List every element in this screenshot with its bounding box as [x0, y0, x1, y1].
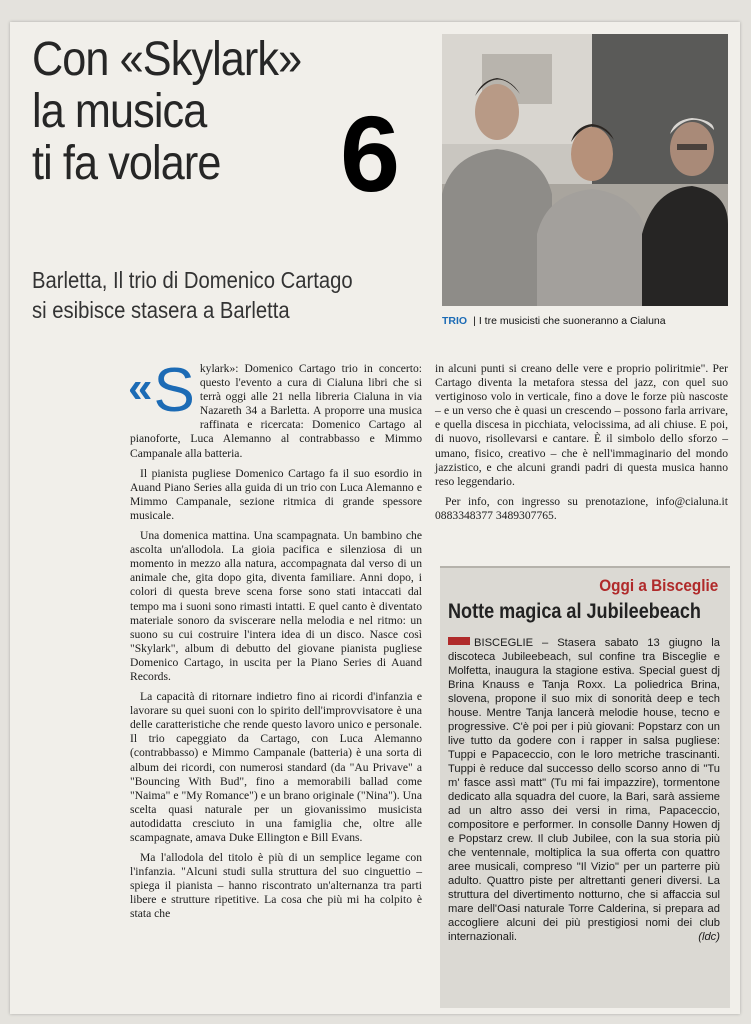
caption-tag: TRIO — [442, 315, 468, 327]
headline — [32, 34, 302, 190]
article-text: kylark»: Domenico Cartago trio in concerto: questo l'evento a cura di Cialuna libri che si terrà oggi alle 21 nella libreria Cialuna in via Nazareth 34 a Barletta. A proporre una musica raffinata e ricercata: Domenico Cartago al pianoforte, Luca Alemanno al contrabbasso e Mimmo Campanale alla batteria. — [130, 362, 422, 460]
article-paragraph: Per info, con ingresso su prenotazione, info@cialuna.it 0883348377 3489307765. — [435, 494, 728, 522]
sidebar-title: Notte magica al Jubileebeach — [448, 600, 701, 623]
article-paragraph: Una domenica mattina. Una scampagnata. Un bambino che ascolta un'allodola. La gioia pacifica e silenziosa di un momento in mezzo alla natura, accompagnata dal verso di un animale che, gita dopo gita, diventa familiare. Anni dopo, i colori di questa breve scena forse sono stati intaccati dal tempo ma i suoni sono rimasti intatti. E quel canto è diventato materiale sonoro da sviscerare nella melodia e nel ritmo: un suono su cui costruire l'intera idea di un disco. Nasce così "Skylark", album di debutto del giovane pianista pugliese Domenico Cartago, in uscita per la Piano Series di Auand Records. — [130, 529, 422, 683]
dropcap-block — [128, 356, 195, 425]
newspaper-page — [10, 22, 740, 1014]
section-marker-icon — [448, 637, 470, 645]
trio-photo — [442, 34, 728, 306]
dropcap-letter: S — [153, 356, 195, 425]
page-number: 6 — [340, 93, 401, 214]
subheadline — [32, 265, 410, 325]
headline-line: ti fa volare — [32, 137, 221, 190]
sidebar-kicker: Oggi a Bisceglie — [598, 576, 718, 595]
article-paragraph — [128, 356, 422, 461]
article-paragraph: Il pianista pugliese Domenico Cartago fa il suo esordio in Auand Piano Series alla guida di un trio con Luca Alemanno e Mimmo Campanale, sezione ritmica di grande spessore musicale. — [130, 466, 422, 522]
sidebar-signature: (ldc) — [698, 931, 720, 943]
caption-text: I tre musicisti che suoneranno a Cialuna — [478, 315, 666, 327]
sidebar-text: BISCEGLIE – Stasera sabato 13 giugno la discoteca Jubileebeach, sul confine tra Bisceglie e Molfetta, inaugura la stagione estiva. Special guest dj Brina Knauss e Tanja Roxx. La poliedrica Brina, slovena, propone il suo mix di sonorità deep e tech house. Mentre Tanja lancerà melodie house, tecno e progressive. C'è poi per i più giovani: Popstarz con un live tutto da godere con i rapper in salsa pugliese: Tuppi e Papaceccio, con le loro metriche trascinanti. Tuppi è reduce dal successo dello scorso anno di "Tu m' fasce assì matt" (Tu mi fai impazzire), tormentone dedicato alla squadra del cuore, la Bari, sarà assieme ad un altro asso dei versi in rima, Papaceccio, compositore e performer. In consolle Danny Howen dj e Popstarz crew. Il club Jubilee, con la sua storia più che ventennale, moltiplica la sua offerta con quattro aree musicali, compreso "Il Vizio" per un parterre più adulto. Quattro piste per altrettanti generi diversi. La struttura del divertimento notturno, che si affaccia sul mare dell'Oasi naturale Torre Calderina, si prepara ad accogliere alcuni dei più prestigiosi nomi dei club internazionali. — [448, 637, 720, 943]
article-column-2 — [435, 362, 728, 529]
headline-line: Con «Skylark» — [32, 33, 302, 86]
headline-line: la musica — [32, 85, 207, 138]
article-paragraph: in alcuni punti si creano delle vere e proprio poliritmie". Per Cartago diventa la metafora stessa del jazz, con quel suo vertiginoso volo in verticale, fino a dove le forze più nascoste – e un verso che è quasi un crescendo – possono farla arrivare, e quella discesa in picchiata, velocissima, ad ali chiuse. E poi, di nuovo, risollevarsi e cantare. È il simbolo dello sforzo – umano, fisico, creativo – che è nell'immaginario del mondo jazzistico, e che alcuni grandi padri di questa musica hanno reso leggendario. — [435, 362, 728, 488]
article-paragraph: La capacità di ritornare indietro fino ai ricordi d'infanzia e lavorare su quei suoni con lo spirito dell'improvvisatore è una delle caratteristiche che rende questo lavoro unico e personale. Il trio capeggiato da Cartago, con Luca Alemanno (contrabbasso) e Mimmo Campanale (batteria) è una sorta di album dei ricordi, con numerosi standard (da "Au Privave" a "Bouncing With Bud", fino a memorabili ballad come "Naima" e "My Romance") e un brano originale ("Nina"). Una scelta quasi naturale per un giovanissimo musicista autodidatta cresciuto in una famiglia che, oltre alle scampagnate, amava Duke Ellington e Bill Evans. — [130, 690, 422, 844]
sidebar-body — [448, 636, 720, 944]
sidebar-box — [440, 566, 730, 1008]
opening-guillemet: « — [128, 363, 153, 412]
caption-separator: | — [473, 315, 476, 327]
article-column-1 — [128, 356, 422, 928]
trio-photo-illustration — [442, 34, 728, 306]
subheadline-line: si esibisce stasera a Barletta — [32, 297, 290, 323]
subheadline-line: Barletta, Il trio di Domenico Cartago — [32, 267, 353, 293]
article-paragraph: Ma l'allodola del titolo è più di un semplice legame con l'infanzia. "Alcuni studi sulla struttura del suo cinguettio – spiega il pianista – hanno riscontrato un'alternanza tra parti libere e strutture ripetitive. La cosa che più mi ha colpito è stata che — [130, 851, 422, 921]
photo-caption — [442, 314, 732, 328]
